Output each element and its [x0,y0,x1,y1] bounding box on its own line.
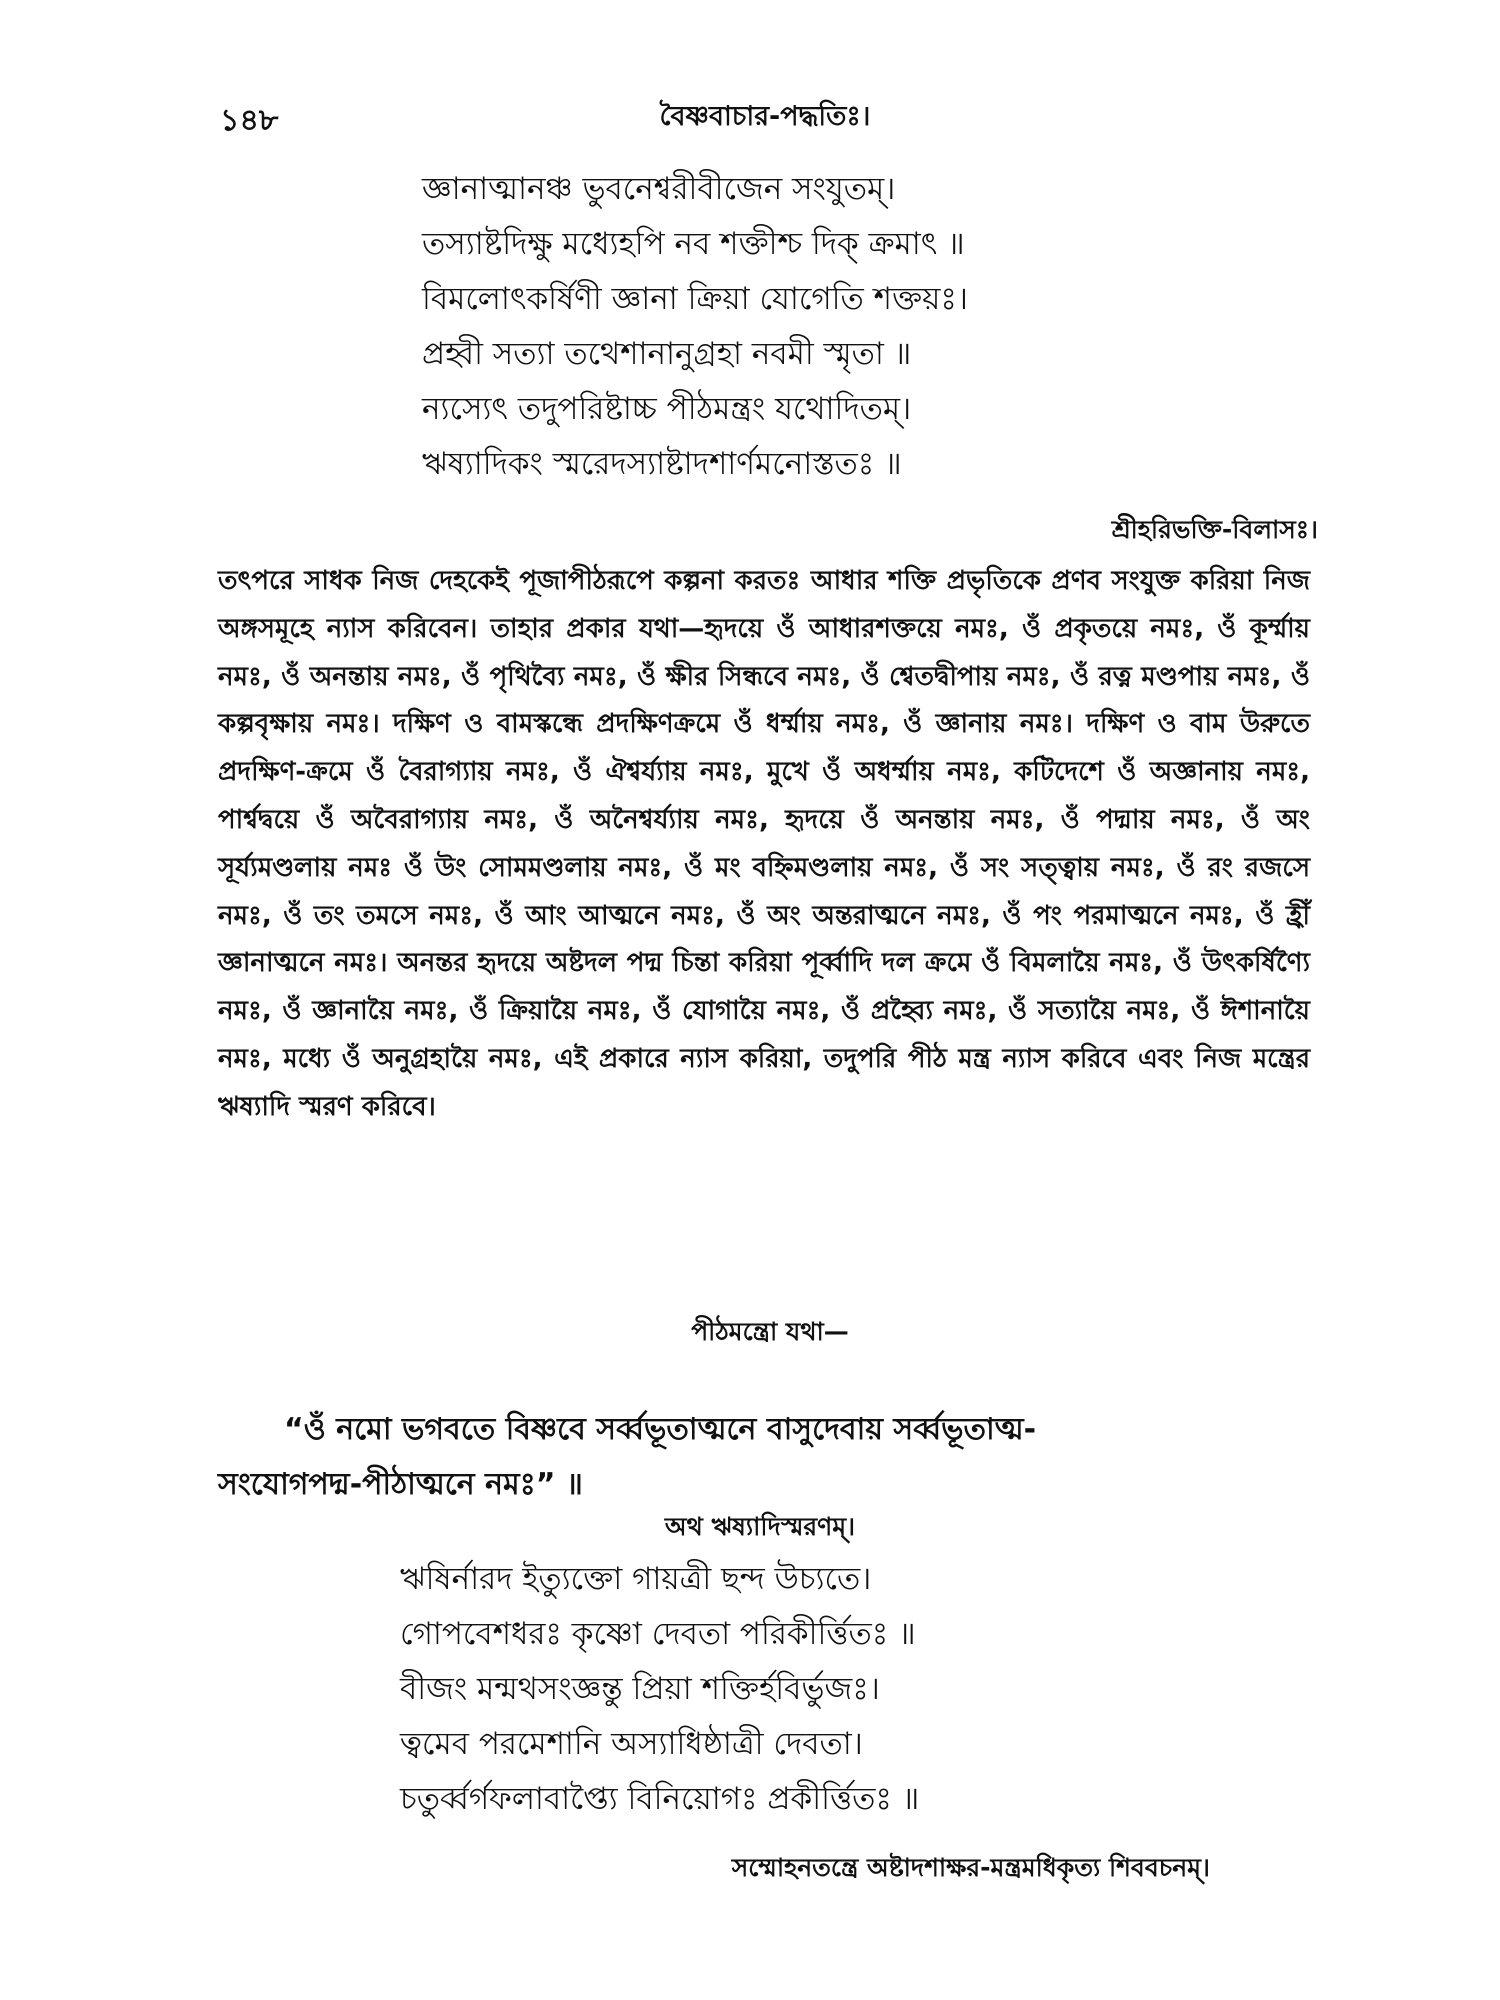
running-title: বৈষ্ণবাচার-পদ্ধতিঃ। [659,101,871,132]
verse-line: ঋষ্যাদিকং স্মরেদস্যাষ্টাদশার্ণমনোস্ততঃ ॥ [422,446,902,482]
verse-line: চতুর্ব্বর্গফলাবাপ্ত্যৈ বিনিয়োগঃ প্রকীর্ত্তিতঃ ॥ [400,1781,920,1817]
verse-line: বীজং মন্মথসংজ্ঞন্তু প্রিয়া শক্তির্হবির্ভুজঃ। [400,1671,880,1707]
verse-line: বিমলোৎকর্ষিণী জ্ঞানা ক্রিয়া যোগেতি শক্তয়ঃ। [422,281,968,317]
verse-line: জ্ঞানাত্মানঞ্চ ভুবনেশ্বরীবীজেন সংযুতম্‌। [422,171,896,207]
verse-block-bottom [400,1552,919,1827]
source-citation-top: শ্রীহরিভক্তি-বিলাসঃ। [1111,515,1318,544]
prose-paragraph: তৎপরে সাধক নিজ দেহকেই পূজাপীঠরূপে কল্পনা করতঃ আধার শক্তি প্রভৃতিকে প্রণব সংযুক্ত করিয়া নিজ অঙ্গসমূহে ন্যাস করিবেন। তাহার প্রকার যথা—হৃদয়ে ওঁ আধারশক্তয়ে নমঃ, ওঁ প্রকৃতয়ে নমঃ, ওঁ কূর্ম্মায় নমঃ, ওঁ অনন্তায় নমঃ, ওঁ পৃথিব্যৈ নমঃ, ওঁ ক্ষীর সিন্ধবে নমঃ, ওঁ শ্বেতদ্বীপায় নমঃ, ওঁ রত্ন মণ্ডপায় নমঃ, ওঁ কল্পবৃক্ষায় নমঃ। দক্ষিণ ও বামস্কন্ধে প্রদক্ষিণক্রমে ওঁ ধর্ম্মায় নমঃ, ওঁ জ্ঞানায় নমঃ। দক্ষিণ ও বাম উরুতে প্রদক্ষিণ-ক্রমে ওঁ বৈরাগ্যায় নমঃ, ওঁ ঐশ্বর্য্যায় নমঃ, মুখে ওঁ অধর্ম্মায় নমঃ, কটিদেশে ওঁ অজ্ঞানায় নমঃ, পার্শ্বদ্বয়ে ওঁ অবৈরাগ্যায় নমঃ, ওঁ অনৈশ্বর্য্যায় নমঃ, হৃদয়ে ওঁ অনন্তায় নমঃ, ওঁ পদ্মায় নমঃ, ওঁ অং সূর্য্যমণ্ডলায় নমঃ ওঁ উং সোমমণ্ডলায় নমঃ, ওঁ মং বহ্নিমণ্ডলায় নমঃ, ওঁ সং সত্ত্বায় নমঃ, ওঁ রং রজসে নমঃ, ওঁ তং তমসে নমঃ, ওঁ আং আত্মনে নমঃ, ওঁ অং অন্তরাত্মনে নমঃ, ওঁ পং পরমাত্মনে নমঃ, ওঁ হ্রীঁ জ্ঞানাত্মনে নমঃ। অনন্তর হৃদয়ে অষ্টদল পদ্ম চিন্তা করিয়া পূর্ব্বাদি দল ক্রমে ওঁ বিমলায়ৈ নমঃ, ওঁ উৎকর্ষিণ্যৈ নমঃ, ওঁ জ্ঞানায়ৈ নমঃ, ওঁ ক্রিয়ায়ৈ নমঃ, ওঁ যোগায়ৈ নমঃ, ওঁ প্রহ্ব্যৈ নমঃ, ওঁ সত্যায়ৈ নমঃ, ওঁ ঈশানায়ৈ নমঃ, মধ্যে ওঁ অনুগ্রহায়ৈ নমঃ, এই প্রকারে ন্যাস করিয়া, তদুপরি পীঠ মন্ত্র ন্যাস করিবে এবং নিজ মন্ত্রের ঋষ্যাদি স্মরণ করিবে। [218,566,1310,1122]
rishi-smarana-heading: অথ ঋষ্যাদিস্মরণম্‌। [664,1512,856,1541]
verse-line: গোপবেশধরঃ কৃষ্ণো দেবতা পরিকীর্ত্তিতঃ ॥ [400,1616,916,1652]
source-citation-bottom: সম্মোহনতন্ত্রে অষ্টাদশাক্ষর-মন্ত্রমধিকৃত্য শিববচনম্‌। [731,1853,1210,1882]
verse-line: ঋষির্নারদ ইত্যুক্তো গায়ত্রী ছন্দ উচ্যতে। [400,1561,872,1597]
verse-line: ত্বমেব পরমেশানি অস্যাধিষ্ঠাত্রী দেবতা। [400,1726,863,1762]
pitha-mantra-heading: পীঠমন্ত্রো যথা— [691,1317,849,1346]
mantra-line: “ওঁ নমো ভগবতে বিষ্ণবে সর্ব্বভূতাত্মনে বাসুদেবায় সর্ব্বভূতাত্ম- [284,1412,1037,1447]
verse-line: ন্যস্যেৎ তদুপরিষ্টাচ্চ পীঠমন্ত্রং যথোদিতম্‌। [422,391,912,427]
mantra-line: সংযোগপদ্ম-পীঠাত্মনে নমঃ” ॥ [218,1467,583,1502]
verse-line: তস্যাষ্টদিক্ষু মধ্যেহপি নব শক্তীশ্চ দিক্‌ ক্রমাৎ ॥ [422,226,965,262]
verse-block-top [422,162,968,492]
page-number: ১৪৮ [220,103,279,138]
pitha-mantra [218,1402,1310,1512]
page-header [220,96,1310,136]
verse-line: প্রহ্বী সত্যা তথেশানানুগ্রহা নবমী স্মৃতা ॥ [422,336,912,372]
